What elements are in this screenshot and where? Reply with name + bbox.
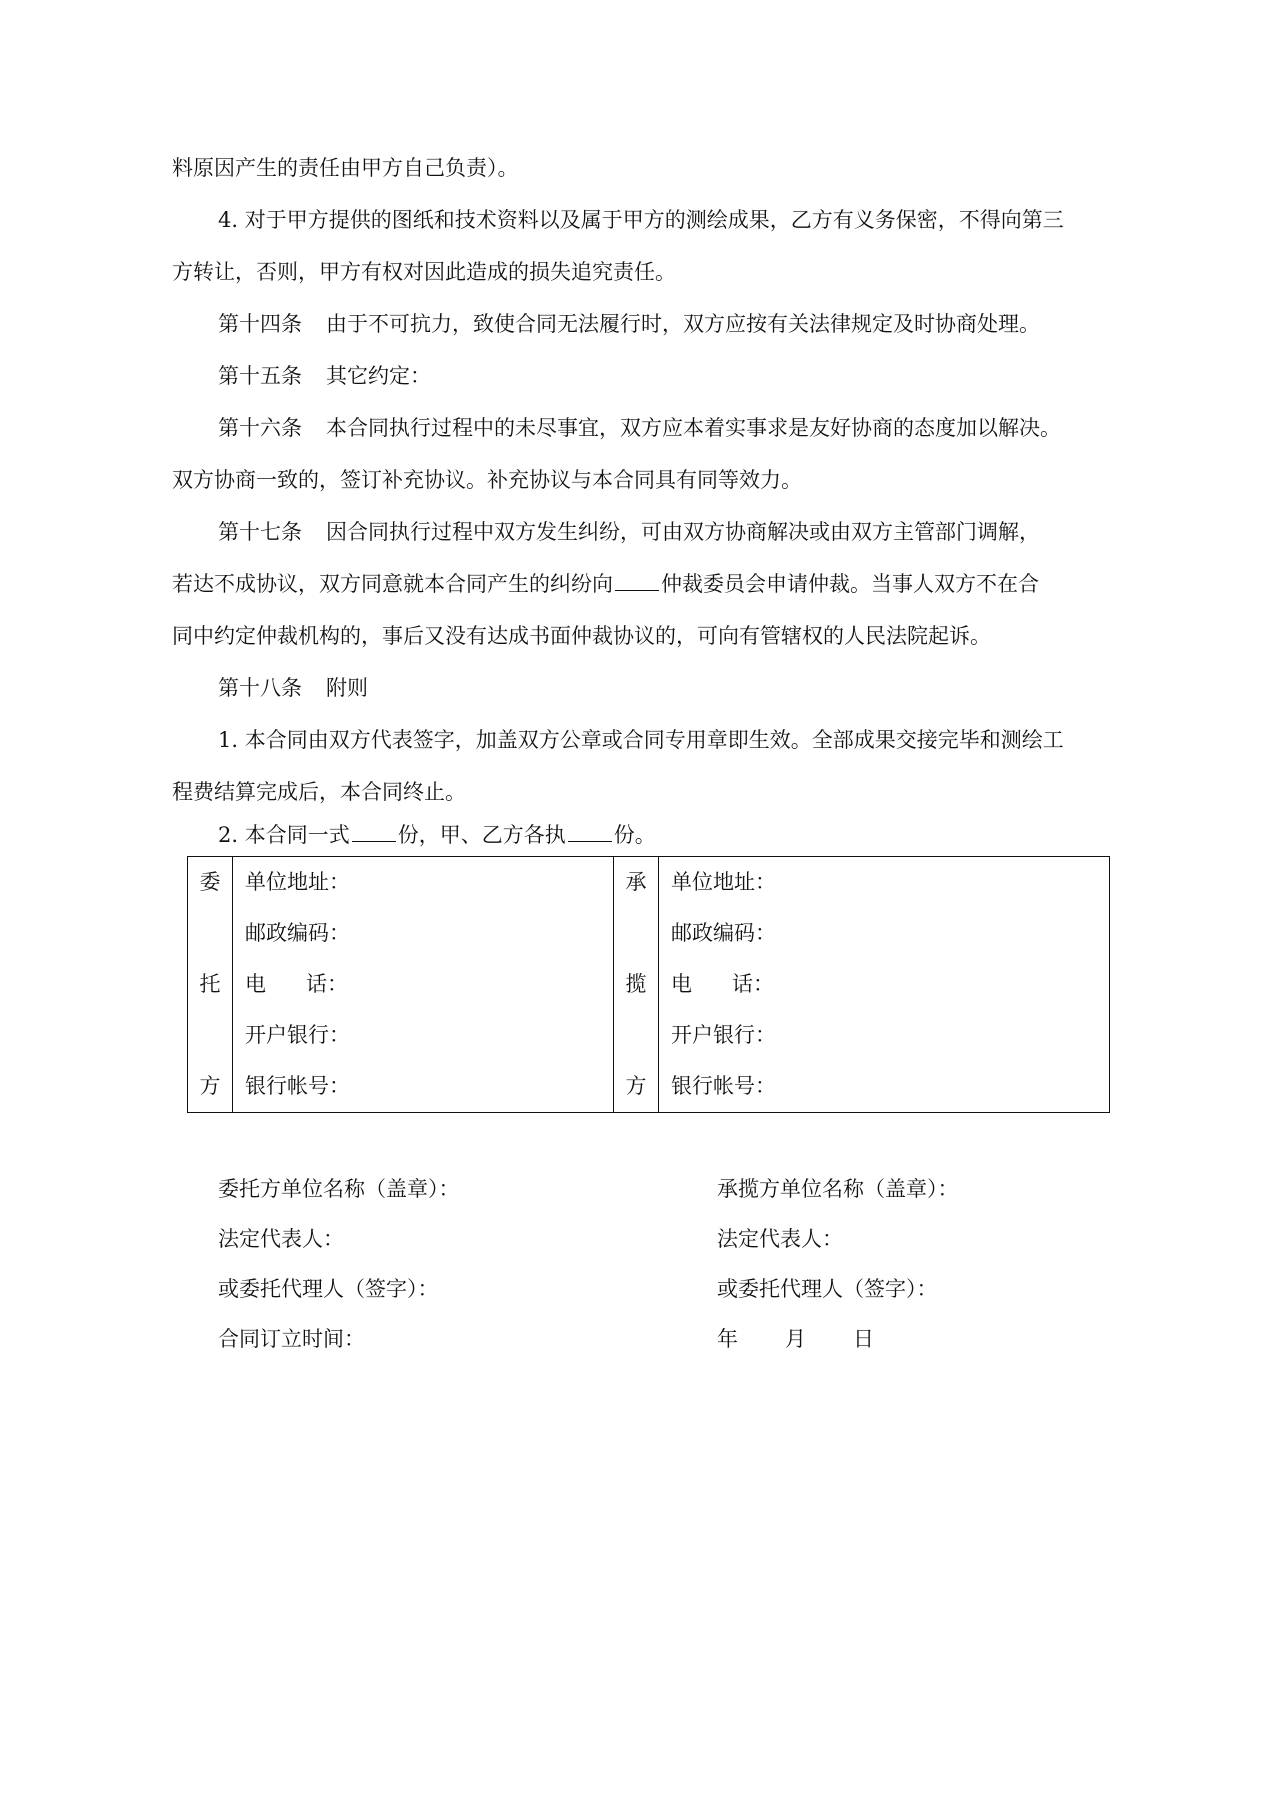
client-fields <box>233 857 614 1113</box>
clause-18-2 <box>218 820 1118 850</box>
clause-18-2a: 2. 本合同一式 <box>218 823 350 847</box>
client-phone-label-a: 电 <box>245 972 266 996</box>
client-char-gap-2 <box>188 1010 232 1061</box>
client-bank-label: 开户银行： <box>245 1023 350 1047</box>
article-14 <box>218 309 1118 339</box>
contractor-phone-label <box>659 959 1109 1010</box>
clause-4: 4. 对于甲方提供的图纸和技术资料以及属于甲方的测绘成果，乙方有义务保密，不得向第三 <box>218 208 1064 232</box>
article-16-text: 本合同执行过程中的未尽事宜，双方应本着实事求是友好协商的态度加以解决。 <box>326 416 1061 440</box>
contractor-phone-label-a: 电 <box>671 972 692 996</box>
client-side-label <box>188 857 233 1113</box>
contractor-char-gap-2 <box>614 1010 658 1061</box>
client-legal-rep-label: 法定代表人： <box>218 1227 344 1251</box>
client-char-1: 委 <box>199 870 221 894</box>
month-label: 月 <box>785 1327 806 1351</box>
contractor-char-1: 承 <box>625 870 647 894</box>
contractor-address-label: 单位地址： <box>671 870 776 894</box>
contractor-char-2: 揽 <box>625 972 647 996</box>
article-16 <box>218 413 1118 443</box>
article-14-number: 第十四条 <box>218 312 302 336</box>
client-agent-label: 或委托代理人（签字）： <box>218 1277 439 1301</box>
contract-date-label: 合同订立时间： <box>218 1327 365 1351</box>
client-char-2: 托 <box>199 972 221 996</box>
contractor-account-label: 银行帐号： <box>671 1074 776 1098</box>
date-fields <box>717 1324 921 1354</box>
parties-info-table <box>187 856 1110 1113</box>
article-17-cont-2: 同中约定仲裁机构的，事后又没有达成书面仲裁协议的，可向有管辖权的人民法院起诉。 <box>172 624 991 648</box>
day-label: 日 <box>853 1327 874 1351</box>
article-17-number: 第十七条 <box>218 520 302 544</box>
contractor-agent-label: 或委托代理人（签字）： <box>717 1277 938 1301</box>
article-17-cont-1b: 仲裁委员会申请仲裁。当事人双方不在合 <box>661 572 1039 596</box>
year-label: 年 <box>717 1327 738 1351</box>
article-15-number: 第十五条 <box>218 364 302 388</box>
article-16-cont: 双方协商一致的，签订补充协议。补充协议与本合同具有同等效力。 <box>172 468 802 492</box>
client-char-3: 方 <box>199 1074 221 1098</box>
contractor-phone-label-b: 话： <box>732 972 774 996</box>
client-account-label: 银行帐号： <box>245 1074 350 1098</box>
client-postcode-label: 邮政编码： <box>245 921 350 945</box>
clause-18-2b: 份，甲、乙方各执 <box>397 823 566 847</box>
article-17 <box>218 517 1118 547</box>
contractor-side-label <box>614 857 659 1113</box>
client-phone-label <box>233 959 613 1010</box>
copies-blank <box>352 823 396 842</box>
article-17-cont-1a: 若达不成协议，双方同意就本合同产生的纠纷向 <box>172 572 613 596</box>
clause-18-1: 1. 本合同由双方代表签字，加盖双方公章或合同专用章即生效。全部成果交接完毕和测绘工 <box>218 728 1064 752</box>
clause-18-2c: 份。 <box>613 823 656 847</box>
article-17-text: 因合同执行过程中双方发生纠纷，可由双方协商解决或由双方主管部门调解， <box>326 520 1040 544</box>
contractor-unit-seal-label: 承揽方单位名称（盖章）： <box>717 1177 959 1201</box>
contractor-postcode-label: 邮政编码： <box>671 921 776 945</box>
client-phone-label-b: 话： <box>306 972 348 996</box>
article-15 <box>218 361 1118 391</box>
contractor-legal-rep-label: 法定代表人： <box>717 1227 843 1251</box>
arbitration-blank <box>615 572 659 591</box>
contractor-char-3: 方 <box>625 1074 647 1098</box>
client-unit-seal-label: 委托方单位名称（盖章）： <box>218 1177 460 1201</box>
article-14-text: 由于不可抗力，致使合同无法履行时，双方应按有关法律规定及时协商处理。 <box>326 312 1040 336</box>
article-16-number: 第十六条 <box>218 416 302 440</box>
paragraph-p1: 料原因产生的责任由甲方自己负责）。 <box>172 156 519 180</box>
contractor-char-gap-1 <box>614 908 658 959</box>
article-18 <box>218 673 1118 703</box>
clause-18-1-cont: 程费结算完成后，本合同终止。 <box>172 780 466 804</box>
client-address-label: 单位地址： <box>245 870 350 894</box>
client-char-gap-1 <box>188 908 232 959</box>
copies-each-blank <box>568 823 612 842</box>
article-18-number: 第十八条 <box>218 676 302 700</box>
clause-4-cont: 方转让，否则，甲方有权对因此造成的损失追究责任。 <box>172 260 676 284</box>
article-18-text: 附则 <box>326 676 368 700</box>
article-17-cont-1 <box>172 569 1112 599</box>
contractor-fields <box>659 857 1110 1113</box>
contractor-bank-label: 开户银行： <box>671 1023 776 1047</box>
article-15-text: 其它约定： <box>326 364 431 388</box>
